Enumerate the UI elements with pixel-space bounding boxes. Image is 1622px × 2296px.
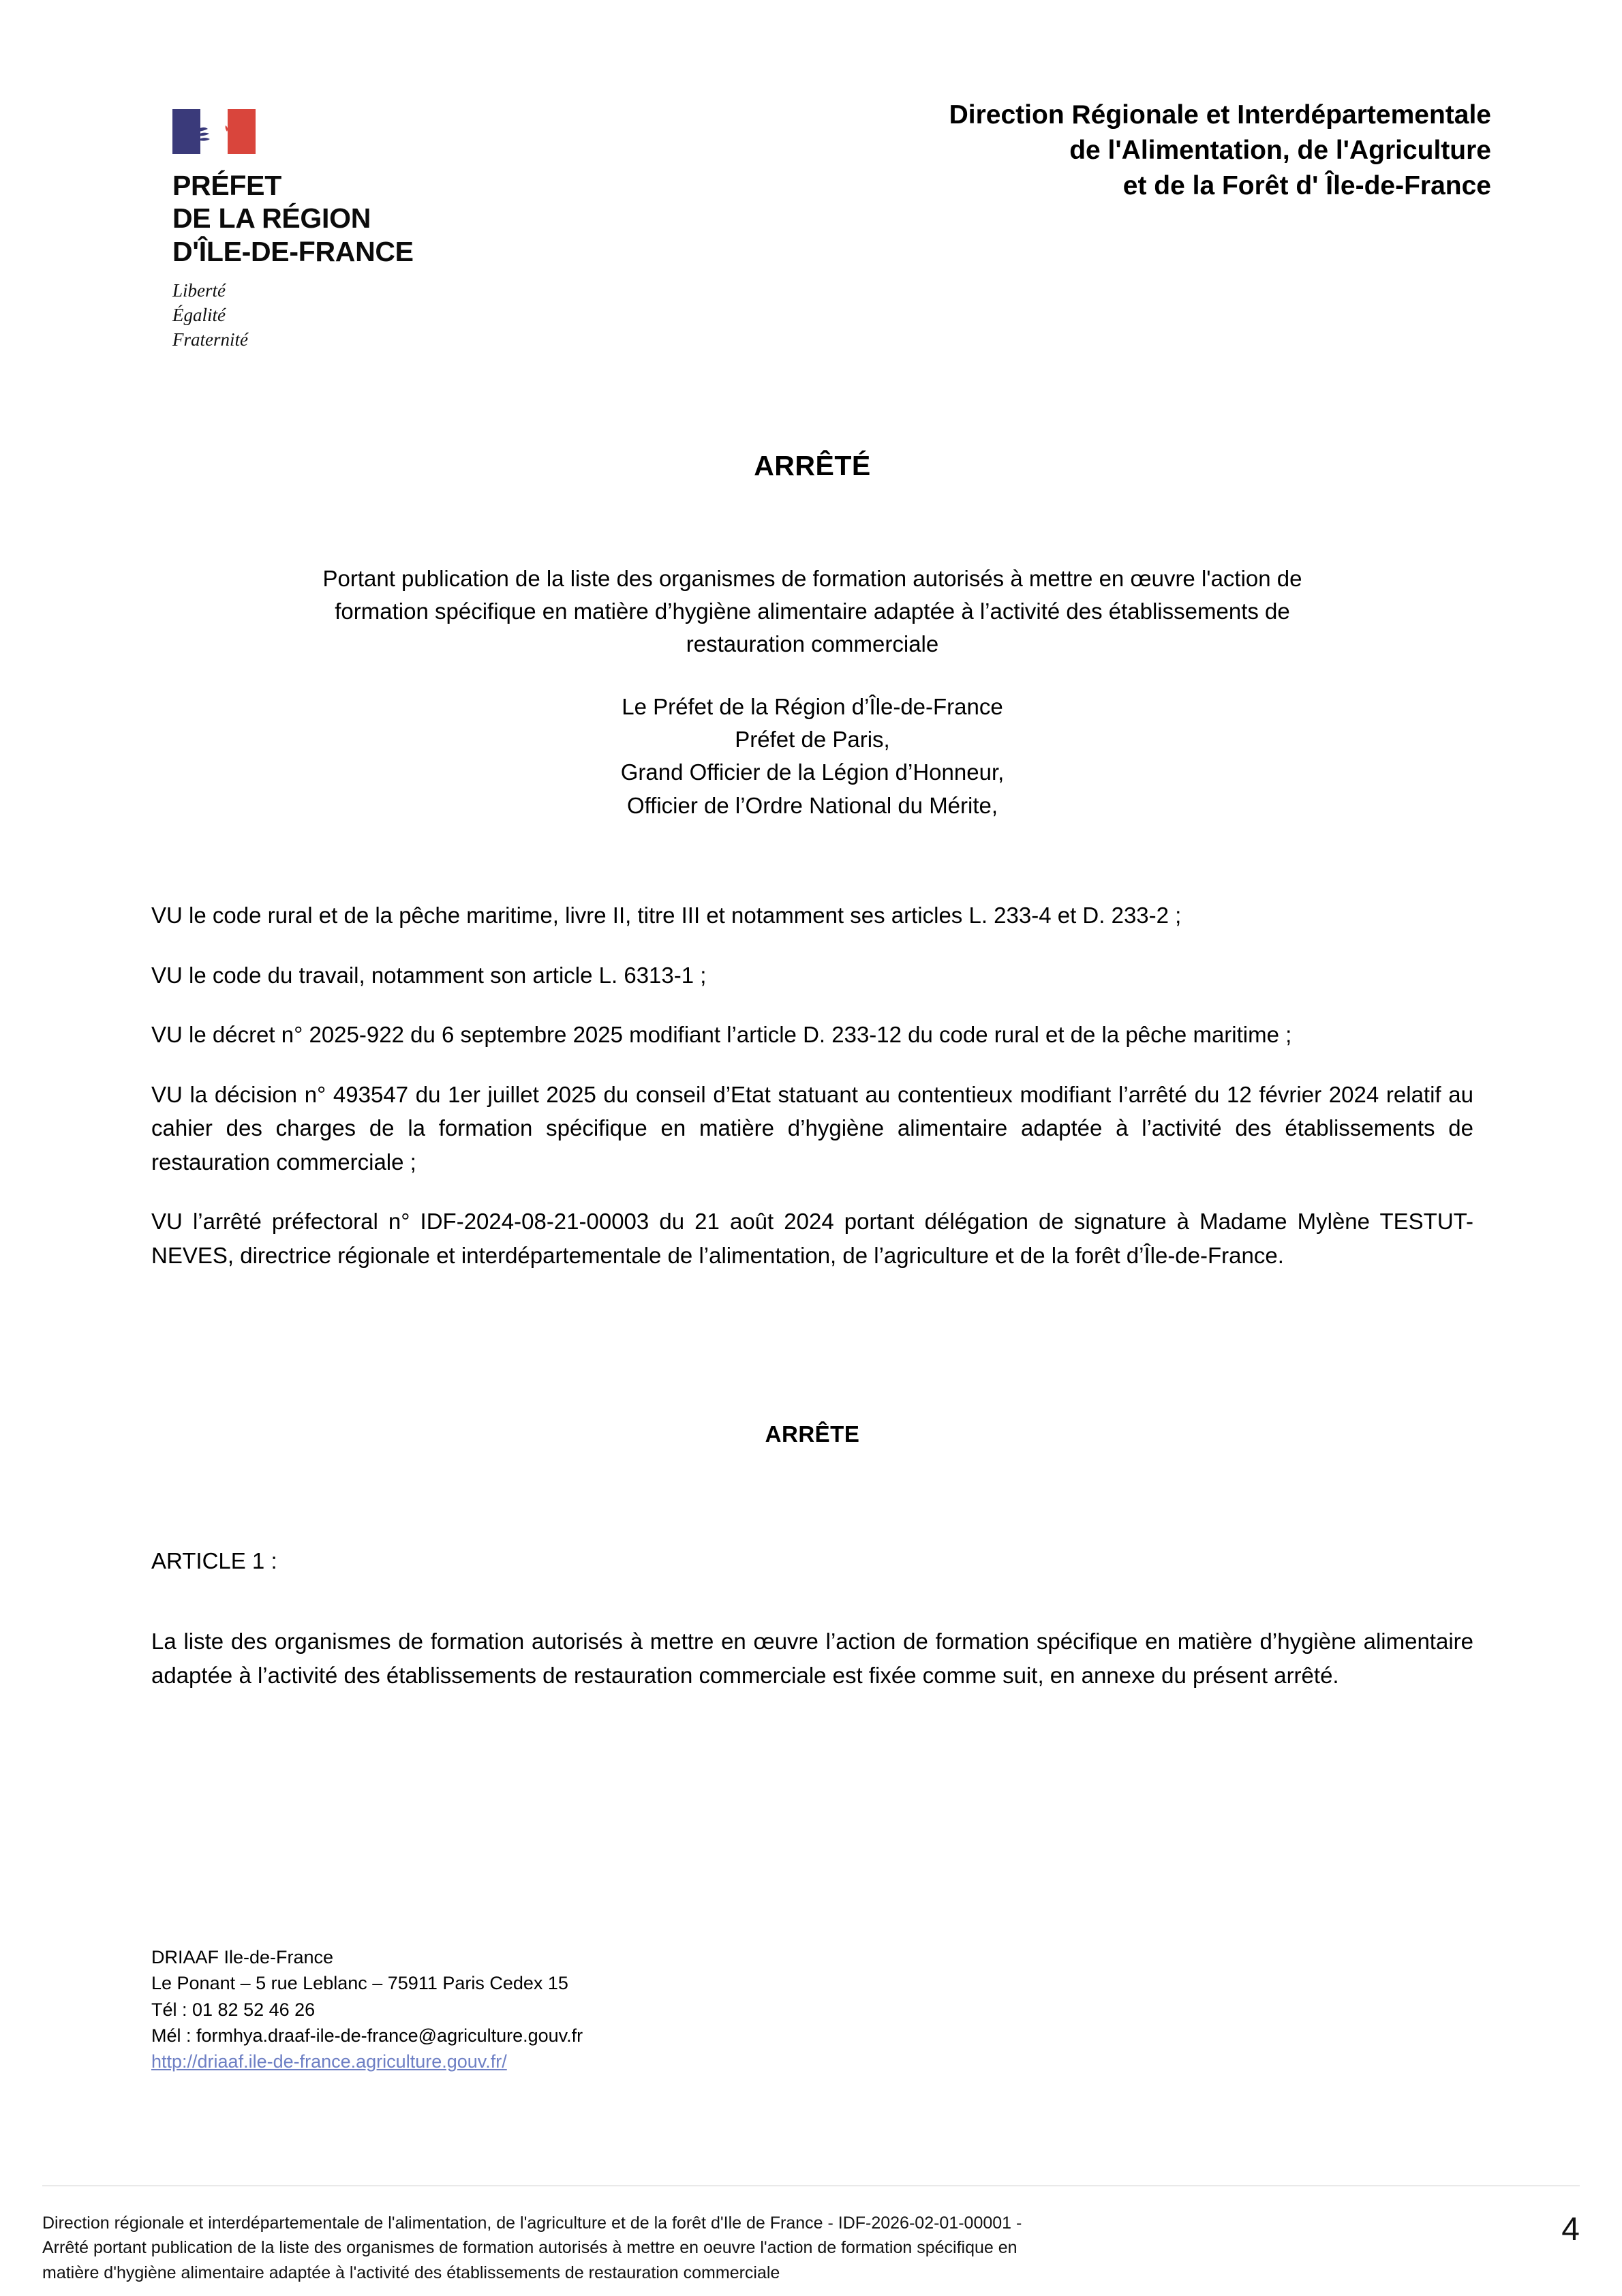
- vu-clause: VU le décret n° 2025-922 du 6 septembre 2025 modifiant l’article D. 233-12 du code rural et de la pêche maritime ;: [151, 1022, 1292, 1047]
- subtitle-line-1: Portant publication de la liste des organismes de formation autorisés à mettre en œuvre l'action de: [322, 566, 1302, 591]
- marianne-profile-icon: [193, 112, 235, 153]
- article-1-label: ARTICLE 1 :: [151, 1548, 277, 1573]
- contact-block: [151, 1944, 969, 2075]
- contact-phone: Tél : 01 82 52 46 26: [151, 1999, 316, 2020]
- subtitle-line-3: restauration commerciale: [686, 631, 939, 656]
- footer-line-3: matière d'hygiène alimentaire adaptée à l'activité des établissements de restauration commerciale: [42, 2263, 780, 2282]
- document-title: ARRÊTÉ: [754, 450, 871, 481]
- vu-clause: VU le code rural et de la pêche maritime, livre II, titre III et notamment ses articles L. 233-4 et D. 233-2 ;: [151, 903, 1182, 928]
- prefect-title-line-1: Le Préfet de la Région d’Île-de-France: [622, 694, 1003, 719]
- department-header-line-1: Direction Régionale et Interdépartementale: [949, 100, 1491, 130]
- contact-organisation: DRIAAF Ile-de-France: [151, 1947, 334, 1967]
- prefect-title-line-2: Préfet de Paris,: [735, 727, 890, 753]
- prefect-titles-block: [151, 691, 1473, 822]
- motto-fraternite: Fraternité: [172, 329, 248, 350]
- vu-clause: VU la décision n° 493547 du 1er juillet 2025 du conseil d’Etat statuant au contentieux modifiant l’arrêté du 12 février 2024 relatif au cahier des charges de la formation spécifique en matière d’hygiène alimentaire adaptée à l’activité des établissements de restauration commerciale ;: [151, 1081, 1473, 1175]
- contact-email: Mél : formhya.draaf-ile-de-france@agriculture.gouv.fr: [151, 2025, 583, 2046]
- french-flag-marianne-icon: [172, 109, 256, 154]
- arrete-heading: ARRÊTE: [765, 1421, 860, 1447]
- prefecture-logo: [172, 109, 486, 352]
- vu-clause-list: [151, 876, 1473, 1298]
- prefect-title-line-3: Grand Officier de la Légion d’Honneur,: [620, 759, 1005, 785]
- page-footer-text: [42, 2211, 1358, 2285]
- republic-motto: [172, 279, 486, 352]
- prefect-title-line-4: Officier de l’Ordre National du Mérite,: [626, 792, 998, 818]
- document-subtitle: [179, 562, 1446, 661]
- department-header: [701, 97, 1491, 204]
- page-number: 4: [1561, 2211, 1580, 2248]
- vu-clause: VU l’arrêté préfectoral n° IDF-2024-08-21-00003 du 21 août 2024 portant délégation de signature à Madame Mylène TESTUT-NEVES, directrice régionale et interdépartementale de l’alimentation, de l’agriculture et de la forêt d’Île-de-France.: [151, 1209, 1473, 1268]
- logo-title-line-3: D'ÎLE-DE-FRANCE: [172, 235, 414, 267]
- footer-line-2: Arrêté portant publication de la liste des organismes de formation autorisés à mettre en oeuvre l'action de formation spécifique en: [42, 2238, 1017, 2258]
- footer-line-1: Direction régionale et interdépartementale de l'alimentation, de l'agriculture et de la forêt d'Ile de France - IDF-2026-02-01-00001 -: [42, 2214, 1022, 2233]
- logo-title-line-1: PRÉFET: [172, 170, 281, 201]
- vu-clause: VU le code du travail, notamment son article L. 6313-1 ;: [151, 962, 707, 988]
- contact-website-link[interactable]: http://driaaf.ile-de-france.agriculture.gouv.fr/: [151, 2051, 507, 2072]
- motto-liberte: Liberté: [172, 280, 226, 301]
- department-header-line-2: de l'Alimentation, de l'Agriculture: [1069, 135, 1491, 165]
- logo-title-line-2: DE LA RÉGION: [172, 202, 371, 235]
- masthead: [0, 0, 1622, 354]
- subtitle-line-2: formation spécifique en matière d’hygiène alimentaire adaptée à l’activité des établissements de: [335, 598, 1290, 624]
- article-1-body: La liste des organismes de formation autorisés à mettre en œuvre l’action de formation spécifique en matière d’hygiène alimentaire adaptée à l’activité des établissements de restauration commerciale est fixée comme suit, en annexe du présent arrêté.: [151, 1629, 1473, 1688]
- department-header-line-3: et de la Forêt d' Île-de-France: [1122, 170, 1491, 200]
- motto-egalite: Égalité: [172, 305, 226, 326]
- contact-address: Le Ponant – 5 rue Leblanc – 75911 Paris Cedex 15: [151, 1973, 568, 1994]
